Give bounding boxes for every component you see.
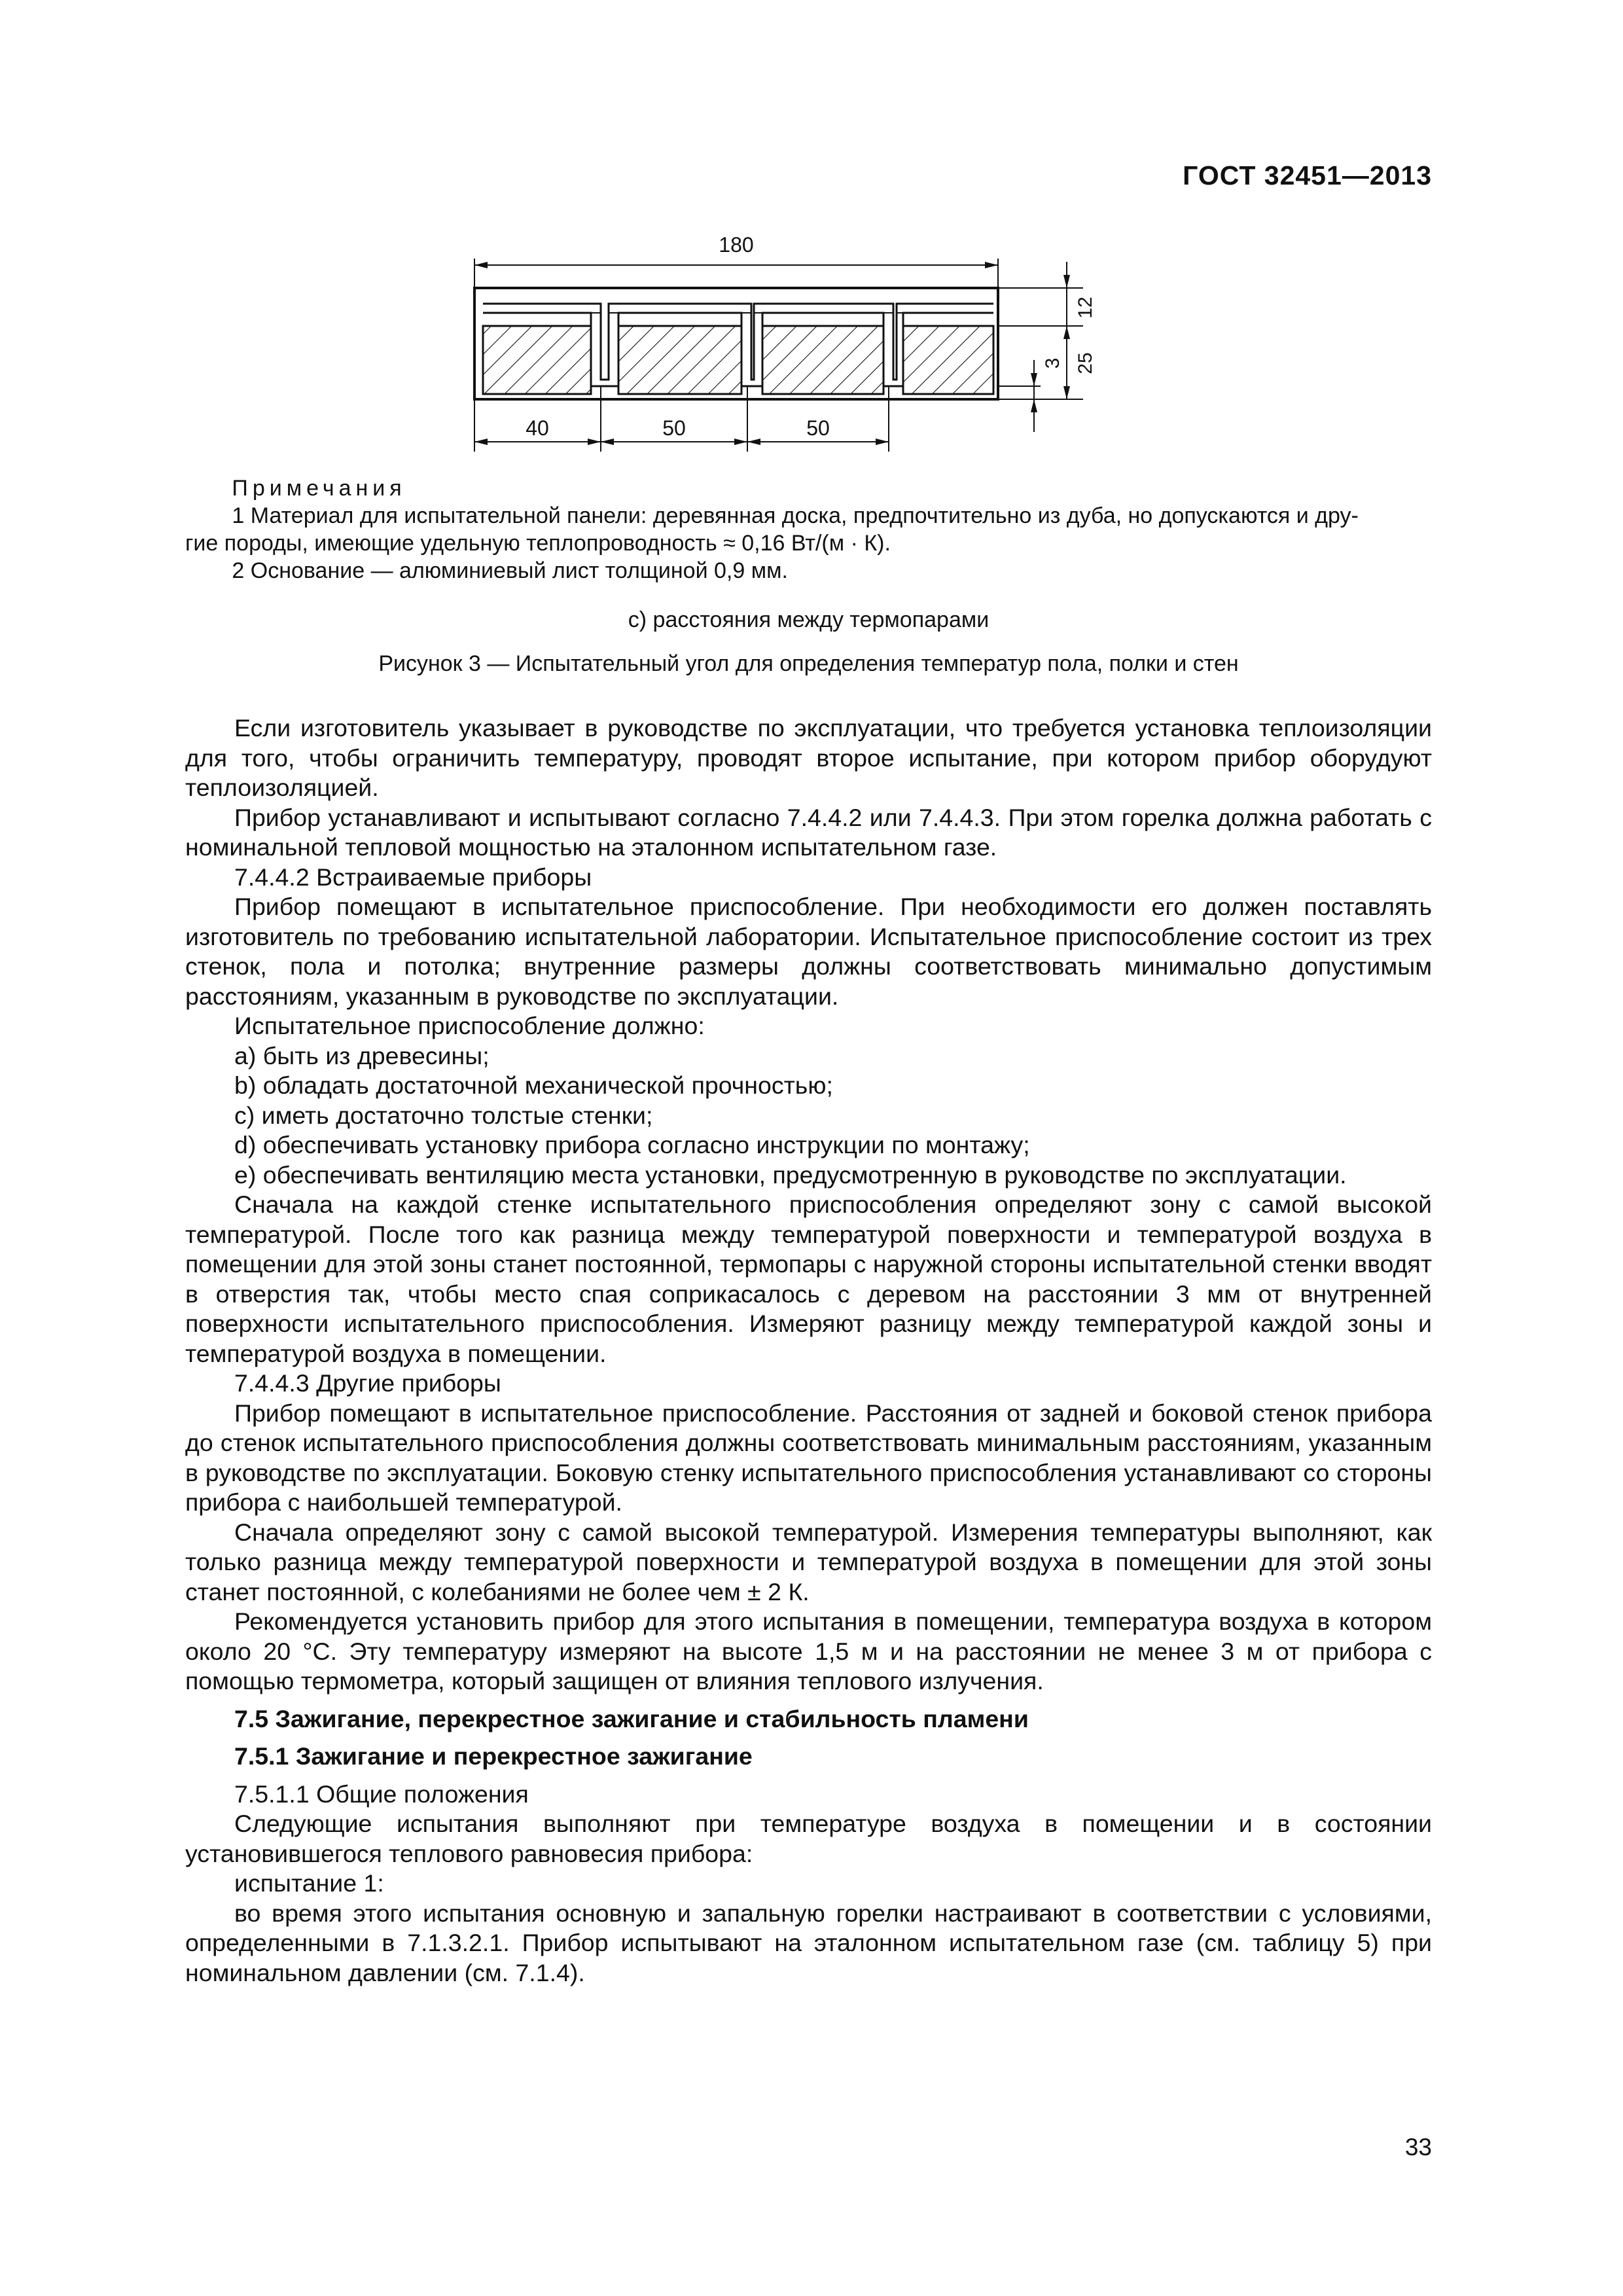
figure-caption: Рисунок 3 — Испытательный угол для определения температур пола, полки и стен: [378, 651, 1239, 676]
list-item: b) обладать достаточной механической прочностью;: [234, 1071, 833, 1099]
figure-notes: [185, 475, 1432, 584]
body-text: [185, 713, 1432, 1988]
notes-title: Примечания: [232, 476, 406, 501]
list-item: а) быть из древесины;: [234, 1041, 490, 1069]
section-heading: 7.5.1 Зажигание и перекрестное зажигание: [234, 1742, 753, 1770]
paragraph: Сначала определяют зону с самой высокой температурой. Измерения температуры выполняют, как только разница между температурой поверхности и температурой воздуха в помещении для этой зоны станет постоянной, с колебаниями не более чем ± 2 К.: [185, 1518, 1432, 1605]
paragraph: Испытательное приспособление должно:: [234, 1012, 705, 1039]
dimension-50-first-label: 50: [662, 416, 686, 440]
dimension-40-label: 40: [526, 416, 549, 440]
dimension-25-label: 25: [1075, 352, 1096, 374]
note-2: 2 Основание — алюминиевый лист толщиной 0,9 мм.: [232, 558, 788, 583]
paragraph: Если изготовитель указывает в руководстве по эксплуатации, что требуется установка теплоизоляции для того, чтобы ограничить температуру, проводят второе испытание, при котором прибор оборудуют теплоизоляцией.: [185, 714, 1432, 801]
dimension-3-label: 3: [1042, 357, 1063, 369]
dimension-12-label: 12: [1075, 296, 1096, 319]
paragraph: во время этого испытания основную и запальную горелки настраивают в соответствии с условиями, определенными в 7.1.3.2.1. Прибор испытывают на эталонном испытательном газе (см. таблицу 5) при номинальном давлении (см. 7.1.4).: [185, 1899, 1432, 1986]
paragraph: Сначала на каждой стенке испытательного приспособления определяют зону с самой высокой температурой. После того как разница между температурой поверхности и температурой воздуха в помещении для этой зоны станет постоянной, термопары с наружной стороны испытательной стенки вводят в отверстия так, чтобы место спая соприкасалось с деревом на расстоянии 3 мм от внутренней поверхности испытательного приспособления. Измеряют разницу между температурой каждой зоны и температурой воздуха в помещении.: [185, 1191, 1432, 1367]
paragraph: 7.4.4.2 Встраиваемые приборы: [234, 863, 592, 891]
note-1-line-2: гие породы, имеющие удельную теплопроводность ≈ 0,16 Вт/(м · К).: [185, 531, 891, 556]
paragraph: Следующие испытания выполняют при температуре воздуха в помещении и в состоянии установившегося теплового равновесия прибора:: [185, 1810, 1432, 1867]
dimension-50-second-label: 50: [806, 416, 830, 440]
figure-thermocouple-distances: [452, 223, 1119, 465]
paragraph: Рекомендуется установить прибор для этого испытания в помещении, температура воздуха в котором около 20 °С. Эту температуру измеряют на высоте 1,5 м и на расстоянии не менее 3 м от прибора с помощью термометра, который защищен от влияния теплового излучения.: [185, 1607, 1432, 1695]
paragraph: Прибор помещают в испытательное приспособление. Расстояния от задней и боковой стенок прибора до стенок испытательного приспособления должны соответствовать минимальным расстояниям, указанным в руководстве по эксплуатации. Боковую стенку испытательного приспособления устанавливают со стороны прибора с наибольшей температурой.: [185, 1399, 1432, 1516]
dimension-180-label: 180: [719, 233, 754, 257]
list-item: d) обеспечивать установку прибора согласно инструкции по монтажу;: [234, 1131, 1030, 1158]
figure-subcaption: с) расстояния между термопарами: [628, 607, 990, 632]
paragraph: Прибор устанавливают и испытывают согласно 7.4.4.2 или 7.4.4.3. При этом горелка должна работать с номинальной тепловой мощностью на эталонном испытательном газе.: [185, 803, 1432, 861]
document-code: ГОСТ 32451—2013: [1183, 160, 1432, 190]
note-1-line-1: 1 Материал для испытательной панели: деревянная доска, предпочтительно из дуба, но допускаются и дру-: [232, 503, 1359, 528]
paragraph: 7.5.1.1 Общие положения: [234, 1780, 529, 1808]
paragraph: Прибор помещают в испытательное приспособление. При необходимости его должен поставлять изготовитель по требованию испытательной лаборатории. Испытательное приспособление состоит из трех стенок, пола и потолка; внутренние размеры должны соответствовать минимально допустимым расстояниям, указанным в руководстве по эксплуатации.: [185, 893, 1432, 1010]
paragraph: 7.4.4.3 Другие приборы: [234, 1369, 501, 1397]
list-item: е) обеспечивать вентиляцию места установки, предусмотренную в руководстве по эксплуатации.: [234, 1160, 1347, 1189]
page-number: 33: [1404, 2134, 1432, 2161]
section-heading: 7.5 Зажигание, перекрестное зажигание и стабильность пламени: [234, 1704, 1029, 1732]
paragraph: испытание 1:: [234, 1869, 384, 1897]
list-item: с) иметь достаточно толстые стенки;: [234, 1101, 653, 1129]
